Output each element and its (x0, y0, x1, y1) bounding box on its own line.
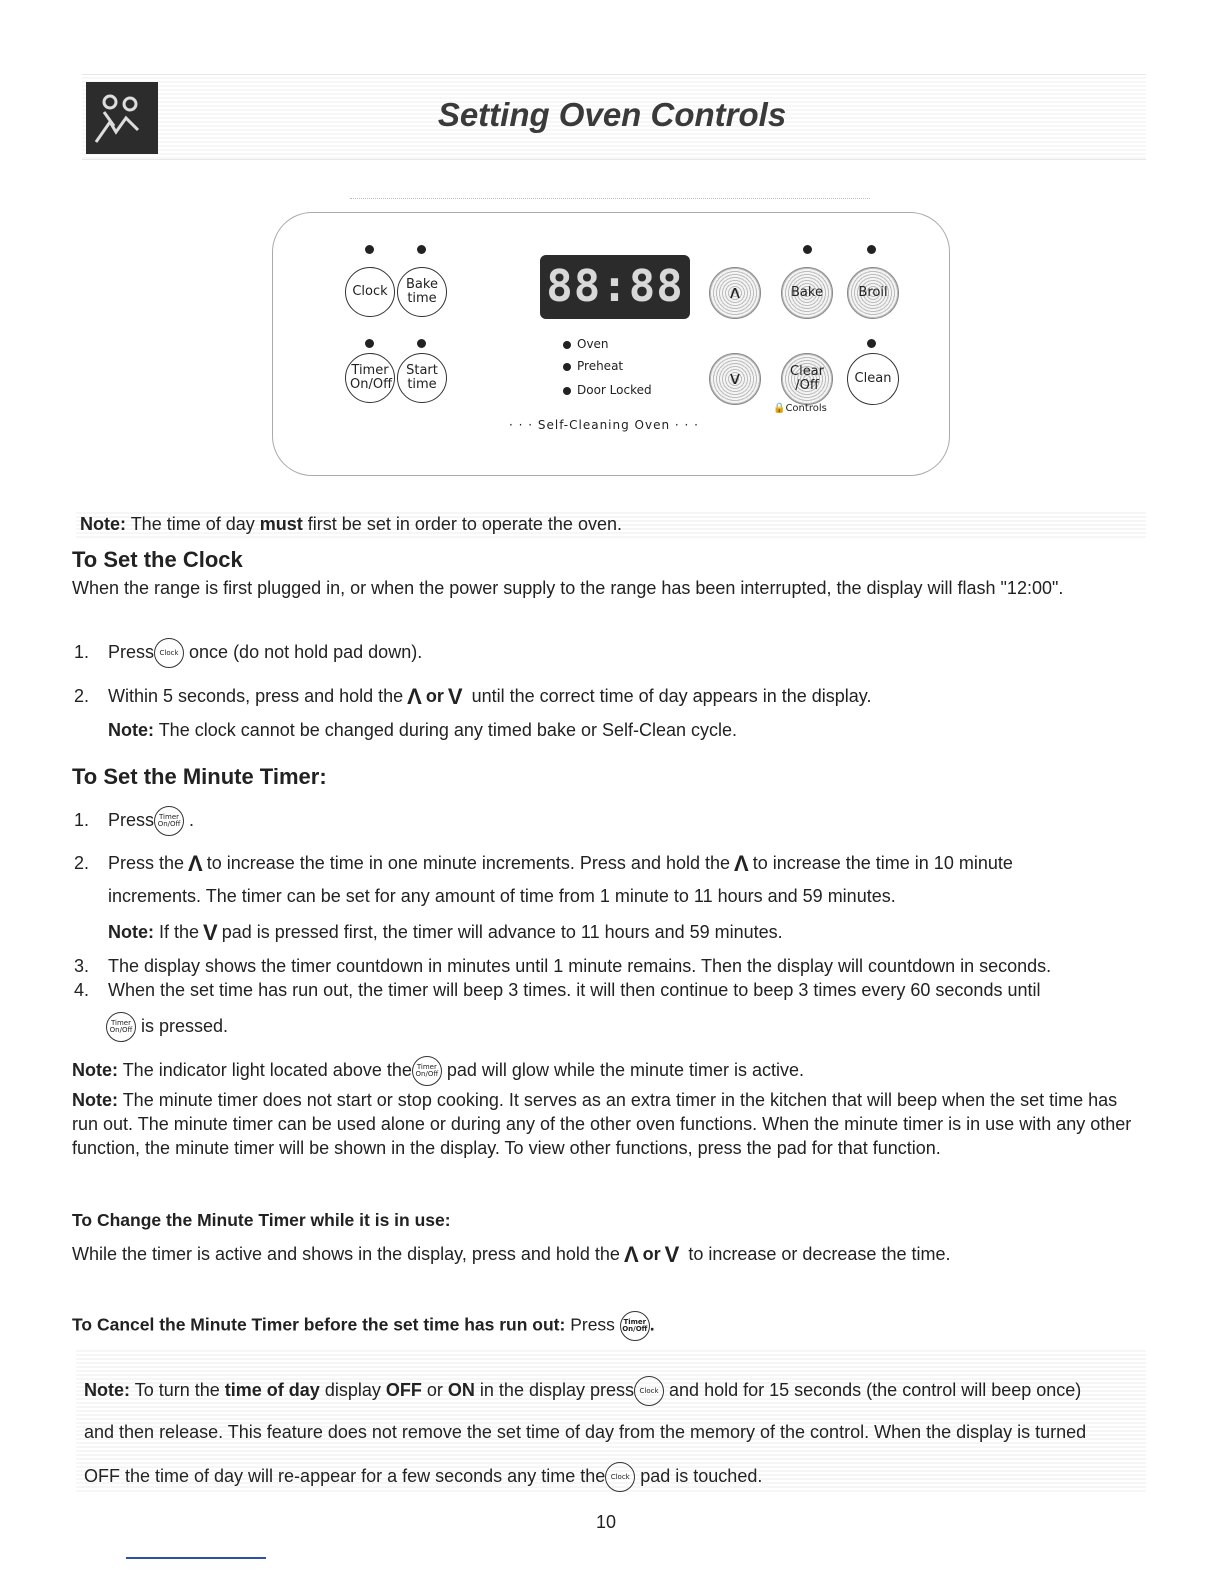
start-time-pad-label: Start time (406, 363, 438, 392)
oven-indicator (563, 337, 609, 351)
clock-pad[interactable] (345, 267, 395, 317)
control-panel-illustration (272, 212, 950, 476)
timer-step-3: 3. The display shows the timer countdown in minutes until 1 minute remains. Then the display will countdown in seconds. (74, 956, 1052, 976)
preheat-indicator (563, 359, 623, 373)
broil-pad[interactable] (847, 267, 899, 319)
change-timer-heading: To Change the Minute Timer while it is in use: (72, 1210, 451, 1230)
set-clock-intro: When the range is first plugged in, or when the power supply to the range has been interrupted, the display will flash "12:00". (72, 578, 1064, 598)
timer-step-2: 2. Press the Λ to increase the time in one minute increments. Press and hold the Λ to increase the time in 10 minute (74, 851, 1013, 877)
clock-step-1: 1. Press Clock once (do not hold pad down). (74, 638, 422, 668)
clock-step-2: 2. Within 5 seconds, press and hold the Λ or V until the correct time of day appears in the display. (74, 684, 872, 710)
lock-icon: 🔒 (773, 403, 786, 414)
bake-pad[interactable] (781, 267, 833, 319)
preheat-indicator-label: Preheat (577, 359, 624, 373)
timer-pad-icon: Timer On/Off (106, 1012, 136, 1042)
up-arrow-icon: Λ (188, 851, 203, 877)
door-locked-indicator-label: Door Locked (577, 383, 652, 397)
clear-off-pad[interactable] (781, 353, 833, 405)
clock-pad-icon: Clock (605, 1462, 635, 1492)
timer-on-off-pad[interactable] (345, 353, 395, 403)
up-arrow-icon: Λ (623, 1242, 639, 1268)
door-locked-indicator (563, 383, 652, 397)
controls-lock-label (773, 403, 827, 414)
footer-rule (126, 1557, 266, 1559)
timer-step-2-line-2: increments. The timer can be set for any amount of time from 1 minute to 11 hours and 59 minutes. (108, 886, 896, 906)
up-arrow-icon: ʌ (729, 282, 741, 303)
down-arrow-icon: v (729, 368, 741, 389)
divider (350, 198, 870, 199)
set-timer-heading: To Set the Minute Timer: (72, 764, 327, 789)
clock-note: Note: The clock cannot be changed during any timed bake or Self-Clean cycle. (108, 720, 738, 740)
clear-off-pad-label: Clear /Off (790, 364, 824, 393)
clean-pad-label: Clean (854, 371, 892, 386)
timer-pad-icon: Timer On/Off (620, 1311, 650, 1341)
self-cleaning-oven-label: · · · Self-Cleaning Oven · · · (509, 418, 699, 432)
bake-time-pad[interactable] (397, 267, 447, 317)
timer-note-indicator: Note: The indicator light located above the Timer On/Off pad will glow while the minute timer is active. (72, 1056, 804, 1086)
broil-pad-label: Broil (858, 285, 888, 300)
bake-time-pad-label: Bake time (406, 277, 438, 306)
down-arrow-icon: V (664, 1242, 680, 1268)
bottom-note-line-3: OFF the time of day will re-appear for a few seconds any time the Clock pad is touched. (84, 1462, 762, 1492)
clock-pad-label: Clock (352, 284, 388, 299)
timer-step-4: 4. When the set time has run out, the timer will beep 3 times. it will then continue to beep 3 times every 60 seconds until (74, 980, 1041, 1000)
bake-time-indicator-light (417, 245, 426, 254)
set-clock-heading: To Set the Clock (72, 547, 243, 572)
oven-display: 88:88 (540, 255, 690, 319)
cancel-timer-heading: To Cancel the Minute Timer before the set time has run out: Press Timer On/Off . (72, 1311, 655, 1341)
bottom-note-line-1: Note: To turn the time of day display OFF or ON in the display press Clock and hold for 15 seconds (the control will beep once) (84, 1376, 1081, 1406)
timer-note-extra: Note: The minute timer does not start or stop cooking. It serves as an extra timer in the kitchen that will beep when the set time has run out. The minute timer can be used alone or during any of the other oven functions. When the minute timer is in use with any other function, the minute timer will be shown in the display. To view other functions, press the pad for that function. (72, 1090, 1132, 1158)
down-arrow-icon: V (447, 684, 463, 710)
note-time-of-day: Note: The time of day must first be set in order to operate the oven. (80, 514, 622, 534)
up-arrow-icon: Λ (734, 851, 749, 877)
timer-pad-label: Timer On/Off (350, 363, 393, 392)
down-arrow-pad[interactable] (709, 353, 761, 405)
clean-indicator-light (867, 339, 876, 348)
up-arrow-pad[interactable] (709, 267, 761, 319)
start-time-indicator-light (417, 339, 426, 348)
bake-pad-label: Bake (791, 285, 823, 300)
clock-pad-icon: Clock (634, 1376, 664, 1406)
oven-indicator-label: Oven (577, 337, 609, 351)
controls-lock-text: Controls (785, 403, 827, 414)
up-arrow-icon: Λ (407, 684, 422, 710)
start-time-pad[interactable] (397, 353, 447, 403)
down-arrow-icon: V (203, 920, 218, 946)
bake-indicator-light (803, 245, 812, 254)
clock-indicator-light (365, 245, 374, 254)
broil-indicator-light (867, 245, 876, 254)
timer-pad-icon: Timer On/Off (154, 806, 184, 836)
timer-indicator-light (365, 339, 374, 348)
timer-step-1: 1. Press Timer On/Off . (74, 806, 194, 836)
bottom-note-line-2: and then release. This feature does not remove the set time of day from the memory of the control. When the display is turned (84, 1422, 1087, 1442)
timer-step-2-note: Note: If the V pad is pressed first, the timer will advance to 11 hours and 59 minutes. (108, 920, 783, 946)
timer-step-4-line-2: Timer On/Off is pressed. (106, 1012, 228, 1042)
timer-pad-icon: Timer On/Off (412, 1056, 442, 1086)
change-timer-text: While the timer is active and shows in the display, press and hold the Λ or V to increase or decrease the time. (72, 1242, 951, 1268)
page-title: Setting Oven Controls (437, 96, 787, 133)
clean-pad[interactable] (847, 353, 899, 405)
page-number: 10 (595, 1512, 617, 1532)
clock-pad-icon: Clock (154, 638, 184, 668)
